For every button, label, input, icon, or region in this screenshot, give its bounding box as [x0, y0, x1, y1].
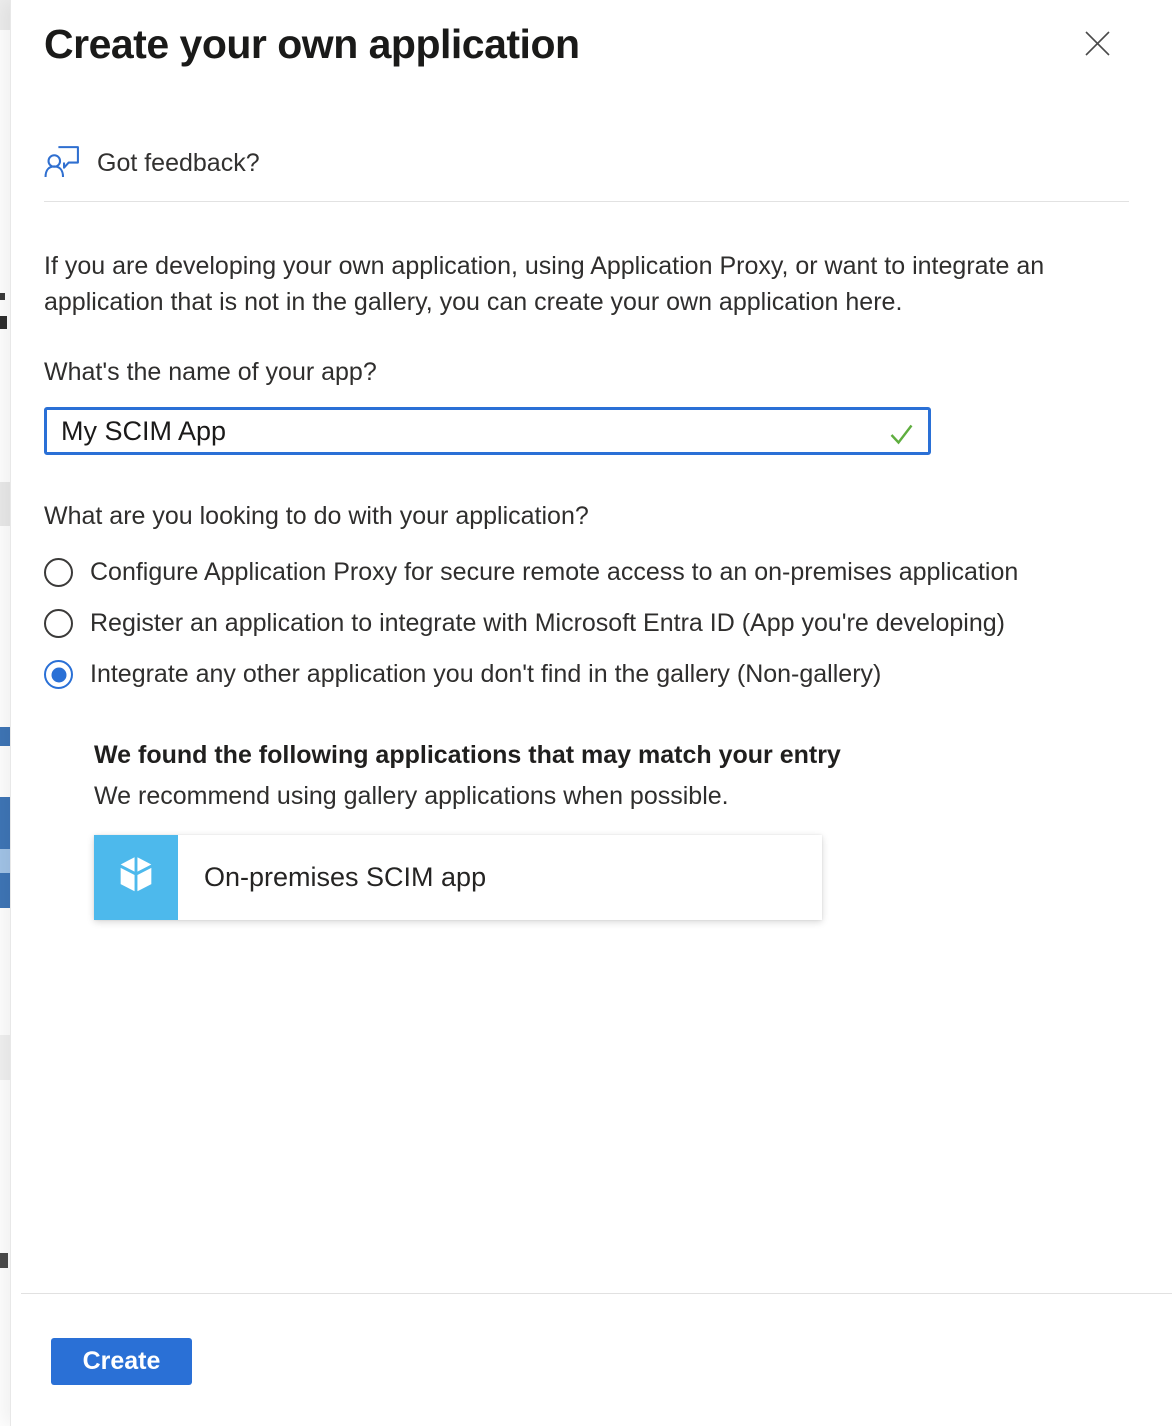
suggestions-heading: We found the following applications that may match your entry	[94, 741, 841, 769]
green-checkmark-icon	[889, 422, 914, 452]
suggested-app-card[interactable]	[94, 835, 822, 920]
got-feedback-label: Got feedback?	[97, 148, 260, 177]
page-title: Create your own application	[44, 21, 580, 67]
radio-unselected-icon	[44, 609, 73, 638]
background-page-sliver	[0, 0, 10, 1426]
header-divider	[44, 201, 1129, 202]
cube-package-icon	[113, 852, 159, 903]
background-page-fragment	[0, 316, 7, 329]
suggested-app-name: On-premises SCIM app	[204, 862, 487, 892]
background-page-fragment	[0, 0, 10, 30]
background-page-fragment	[0, 727, 10, 746]
background-page-fragment	[0, 293, 5, 300]
got-feedback-link[interactable]	[44, 142, 260, 184]
purpose-radio-group	[44, 558, 1129, 689]
background-page-fragment	[0, 1253, 8, 1268]
app-name-label: What's the name of your app?	[44, 358, 377, 386]
radio-unselected-icon	[44, 558, 73, 587]
close-button[interactable]	[1078, 24, 1117, 63]
background-page-fragment	[0, 482, 10, 526]
radio-option-label: Register an application to integrate with Microsoft Entra ID (App you're developing)	[90, 609, 1005, 637]
gallery-suggestions-section	[94, 741, 1129, 920]
intro-text: If you are developing your own application, using Application Proxy, or want to integrate an application that is not in the gallery, you can create your own application here.	[44, 252, 1045, 316]
purpose-question-label: What are you looking to do with your application?	[44, 502, 589, 530]
panel-footer	[21, 1293, 1172, 1426]
radio-option-label: Integrate any other application you don't find in the gallery (Non-gallery)	[90, 660, 882, 688]
radio-option-register-app[interactable]	[44, 609, 1005, 638]
radio-option-app-proxy[interactable]	[44, 558, 1018, 587]
create-application-panel	[10, 0, 1172, 1426]
panel-header	[44, 0, 1129, 68]
person-feedback-icon	[44, 142, 81, 184]
radio-option-label: Configure Application Proxy for secure remote access to an on-premises application	[90, 558, 1019, 586]
close-icon	[1084, 45, 1111, 60]
radio-option-non-gallery[interactable]	[44, 660, 881, 689]
app-name-input[interactable]	[61, 416, 878, 447]
app-name-field-wrap	[44, 407, 931, 455]
background-page-fragment	[0, 1035, 10, 1080]
radio-selected-icon	[44, 660, 73, 689]
create-button[interactable]: Create	[51, 1338, 192, 1385]
background-page-fragment	[0, 849, 10, 873]
background-page-fragment	[0, 797, 10, 849]
app-icon-tile	[94, 835, 178, 920]
background-page-fragment	[0, 873, 10, 908]
suggestions-subheading: We recommend using gallery applications when possible.	[94, 782, 729, 810]
